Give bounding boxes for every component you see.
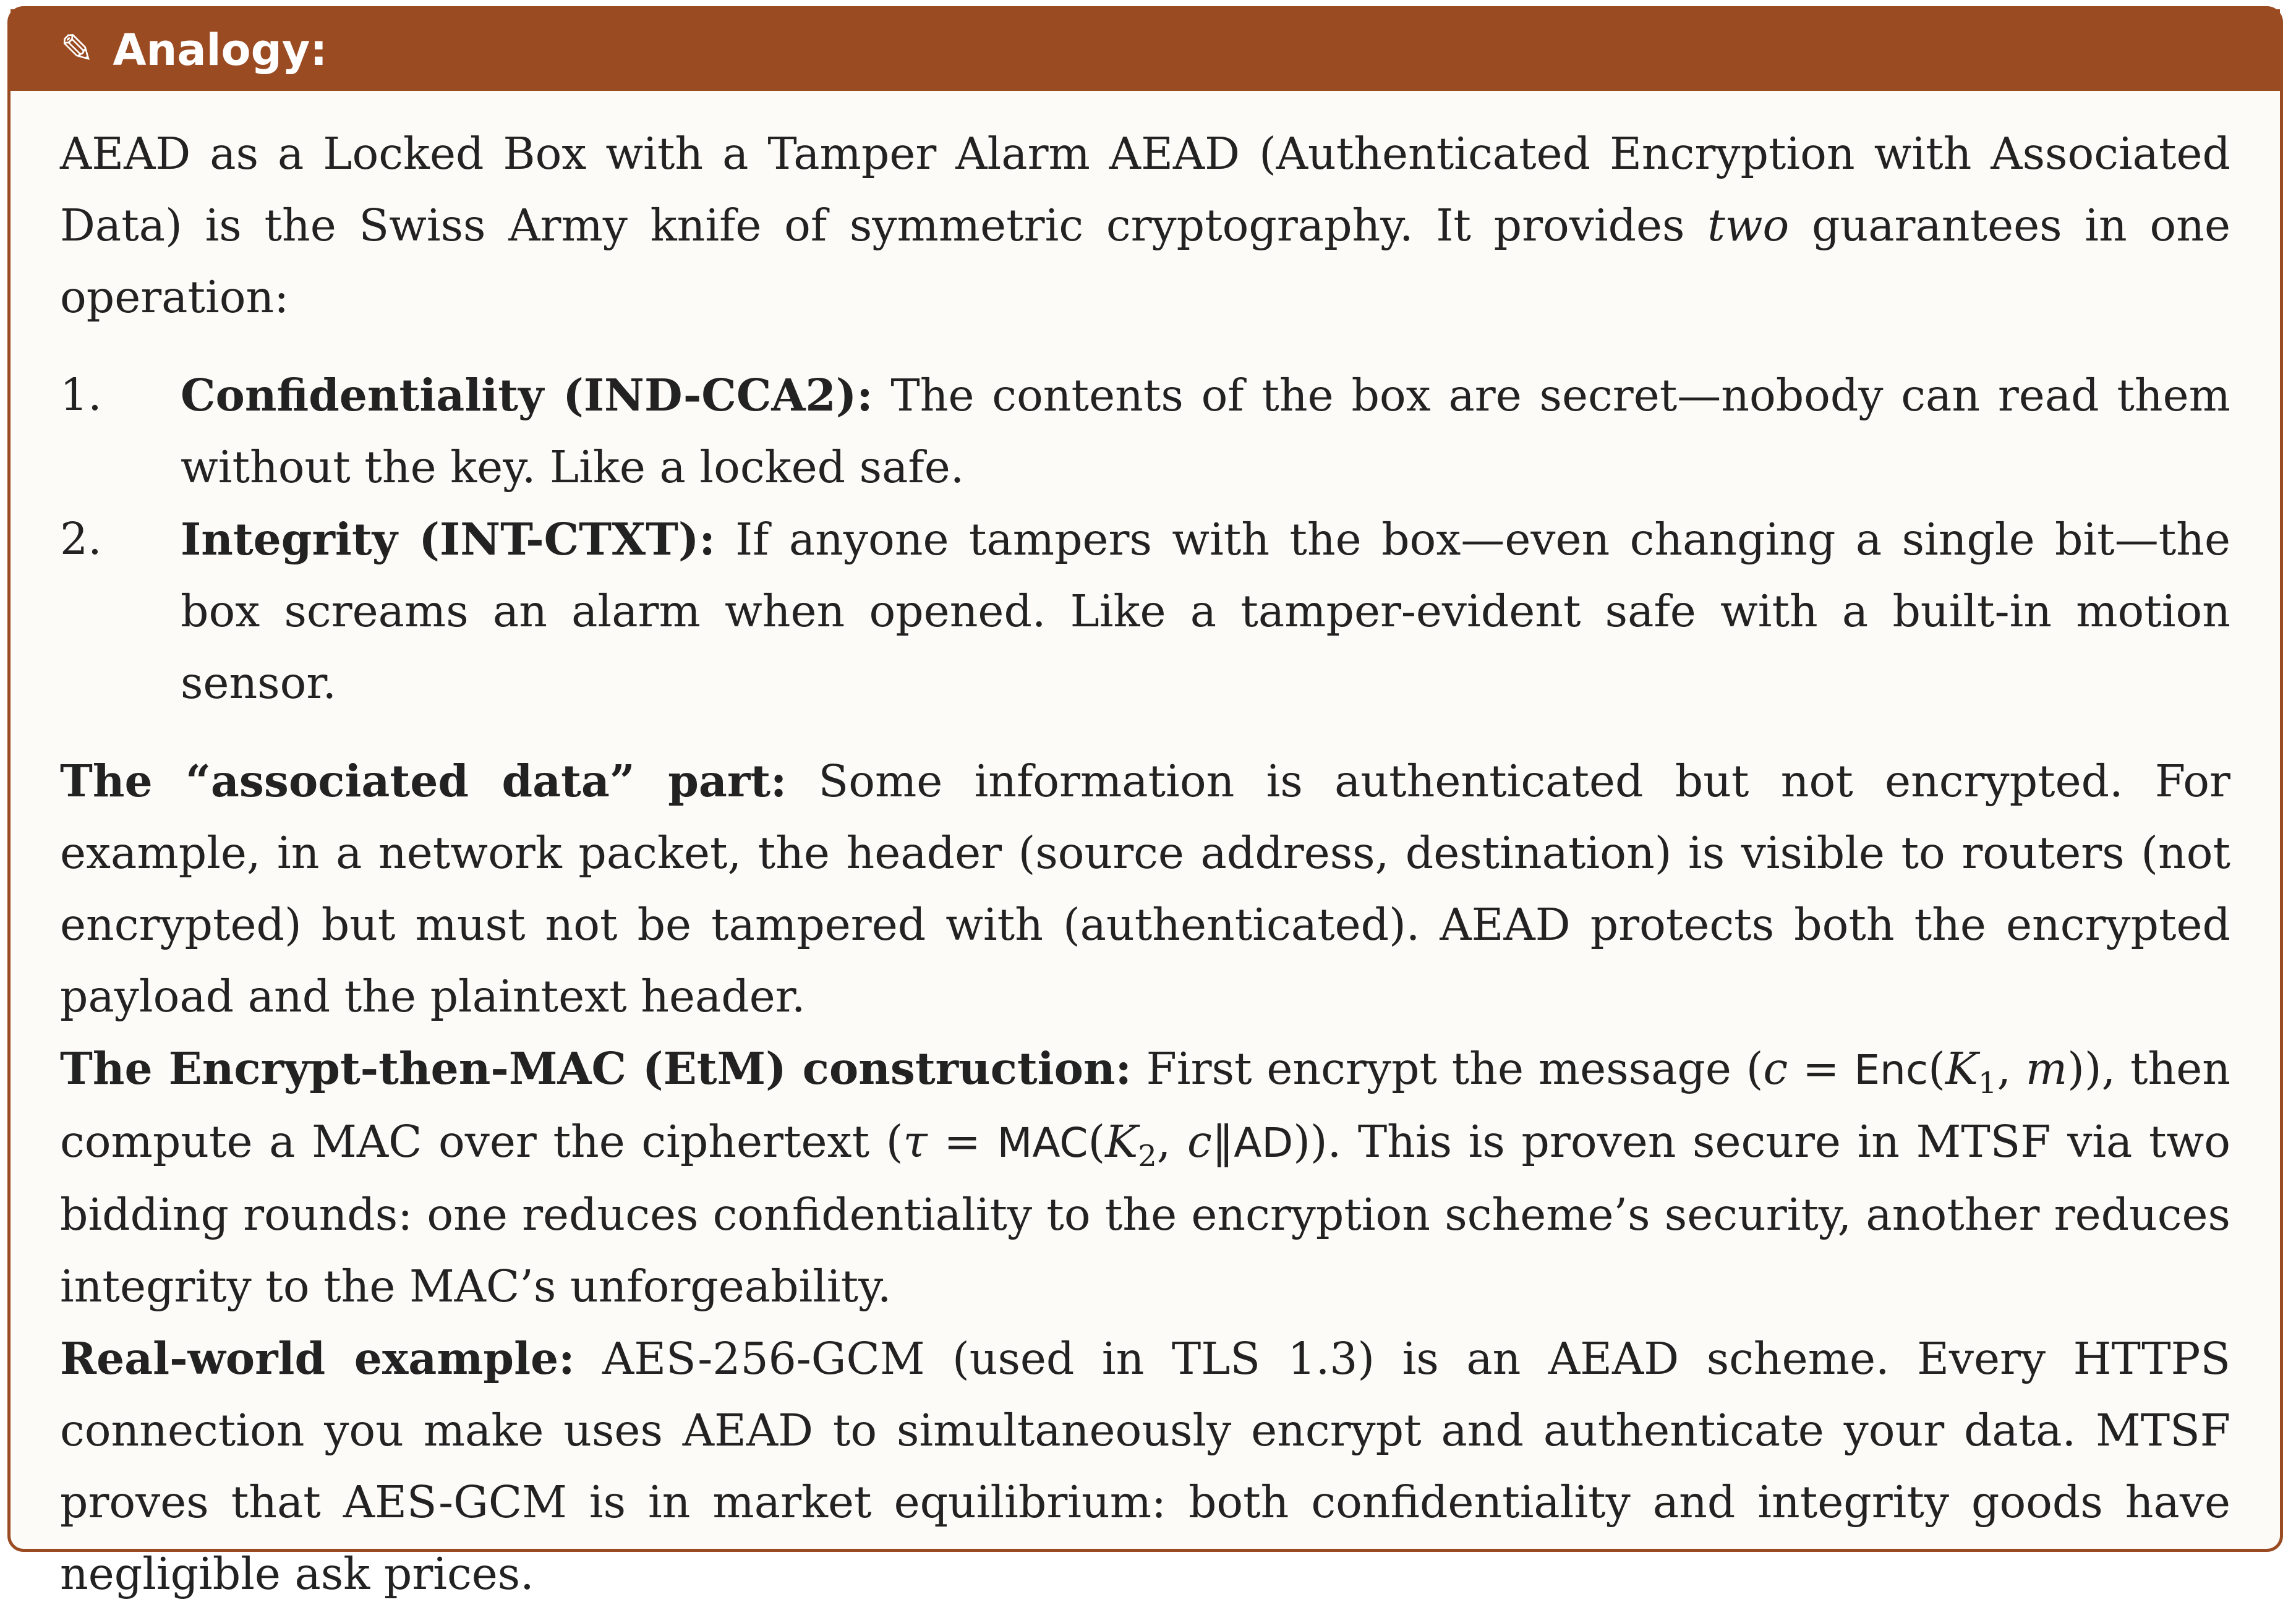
analogy-box xyxy=(7,6,2283,1599)
intro-text-before: AEAD as a Locked Box with a Tamper Alarm AEAD (Authenticated Encryption with Associated Data) is the Swiss Army knife of symmetric cryptography. It provides xyxy=(60,128,2230,251)
math-func: AD xyxy=(1234,1119,1294,1167)
math-op: , xyxy=(1997,1043,2026,1094)
list-text xyxy=(181,503,2230,719)
math-func: Enc xyxy=(1854,1046,1929,1094)
list-item xyxy=(60,359,2230,503)
associated-data-paragraph xyxy=(60,745,2230,1033)
math-var: c xyxy=(1763,1043,1788,1094)
list-description: If anyone tampers with the box—even changing a single bit—the box screams an alarm when opened. Like a tamper-evident safe with a built-in motion sensor. xyxy=(181,514,2230,709)
math-var: τ xyxy=(903,1116,928,1167)
pencil-icon: ✎ xyxy=(60,25,95,73)
intro-paragraph xyxy=(60,118,2230,333)
associated-data-text: Some information is authenticated but not encrypted. For example, in a network packet, the header (source address, destination) is visible to routers (not encrypted) but must not be tampered with (authenticated). AEAD protects both the encrypted payload and the plaintext header. xyxy=(60,756,2230,1022)
math-op: ( xyxy=(1088,1116,1106,1167)
analogy-body xyxy=(11,91,2280,1610)
list-term: Integrity (INT-CTXT): xyxy=(181,513,715,565)
list-item xyxy=(60,503,2230,719)
etm-text: )). This is proven secure in MTSF via two bidding rounds: one reduces confidentiality to the encryption scheme’s security, another reduces integrity to the MAC’s unforgeability. xyxy=(60,1116,2231,1312)
intro-emphasis: two xyxy=(1707,200,1790,251)
math-sub: 2 xyxy=(1138,1139,1157,1174)
real-world-paragraph xyxy=(60,1322,2230,1610)
etm-paragraph xyxy=(60,1033,2230,1322)
math-sub: 1 xyxy=(1978,1066,1997,1101)
real-world-text: AES-256-GCM (used in TLS 1.3) is an AEAD scheme. Every HTTPS connection you make uses AEAD to simultaneously encrypt and authenticate your data. MTSF proves that AES-GCM is in market equilibrium: both confidentiality and integrity goods have negligible ask prices. xyxy=(60,1333,2230,1599)
math-var: K xyxy=(1105,1116,1138,1167)
math-op: , xyxy=(1156,1116,1187,1167)
intro-text-after: guarantees in one operation: xyxy=(60,200,2230,323)
math-var: m xyxy=(2025,1043,2068,1094)
math-op: = xyxy=(927,1116,997,1167)
list-term: Confidentiality (IND-CCA2): xyxy=(181,369,873,421)
etm-text: )), then compute a MAC over the ciphertext ( xyxy=(60,1043,2230,1167)
list-number: 2. xyxy=(60,513,102,564)
list-description: The contents of the box are secret—nobody can read them without the key. Like a locked safe. xyxy=(181,370,2230,493)
math-func: MAC xyxy=(997,1119,1088,1167)
math-var: K xyxy=(1945,1043,1978,1094)
list-number: 1. xyxy=(60,369,102,420)
math-op: ‖ xyxy=(1211,1116,1234,1167)
guarantee-list xyxy=(60,359,2230,719)
analogy-header xyxy=(11,9,2280,91)
math-op: = xyxy=(1788,1043,1854,1094)
header-title: Analogy: xyxy=(113,25,328,75)
real-world-heading: Real-world example: xyxy=(60,1332,575,1384)
math-op: ( xyxy=(1928,1043,1945,1094)
etm-text: First encrypt the message ( xyxy=(1131,1043,1764,1094)
etm-heading: The Encrypt-then-MAC (EtM) construction: xyxy=(60,1042,1132,1094)
associated-data-heading: The “associated data” part: xyxy=(60,755,787,807)
list-text xyxy=(181,359,2230,503)
math-var: c xyxy=(1187,1116,1212,1167)
